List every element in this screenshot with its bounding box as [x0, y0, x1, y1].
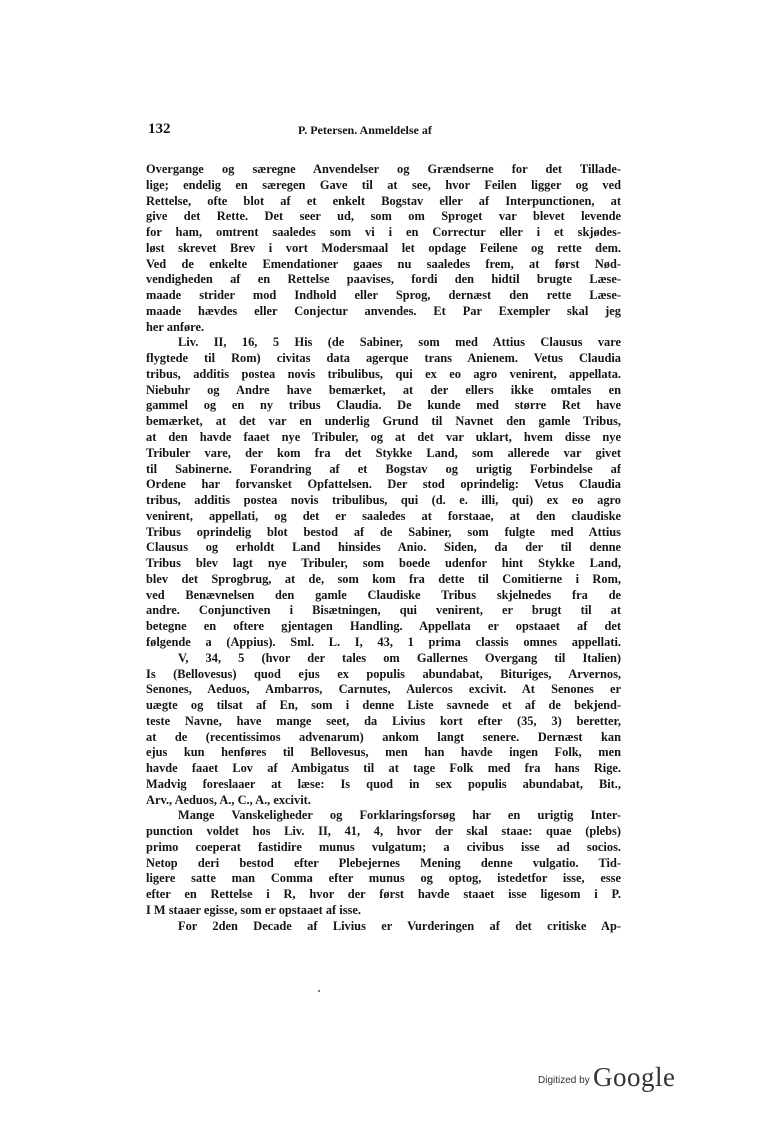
- text-line: For 2den Decade af Livius er Vurderingen af det critiske Ap-: [178, 918, 621, 933]
- text-line: ligere satte man Comma efter munus og optog, istedetfor isse, esse: [146, 871, 621, 886]
- watermark-google-logo: Google: [593, 1062, 676, 1092]
- text-line: I M staaer egisse, som er opstaaet af isse.: [146, 902, 361, 917]
- text-line: tribus, additis postea novis tribulibus, qui (d. e. illi, qui) ex eo agro: [146, 493, 621, 508]
- text-line: blev det Sprogbrug, at de, som kom fra dette til Comitierne i Rom,: [146, 571, 621, 586]
- text-line: Tribuler vare, der kom fra det Stykke Land, som allerede var givet: [146, 445, 621, 460]
- text-line: Is (Bellovesus) quod ejus ex populis abundabat, Bituriges, Arvernos,: [146, 666, 621, 681]
- text-line: Rettelse, ofte blot af et enkelt Bogstav eller af Interpunctionen, at: [146, 193, 621, 208]
- text-line: at de (recentissimos advenarum) ankom langt senere. Dernæst kan: [146, 729, 621, 744]
- text-line: ved Benævnelsen den gamle Claudiske Tribus skjelnedes fra de: [146, 587, 621, 602]
- page-header: [148, 121, 618, 141]
- text-line: Overgange og særegne Anvendelser og Grændserne for det Tillade-: [146, 162, 621, 176]
- text-line: Ordene har forvansket Opfattelsen. Der stod oprindelig: Vetus Claudia: [146, 477, 621, 492]
- text-line: løst skrevet Brev i vort Modersmaal let opdage Feilene og rette dem.: [146, 240, 621, 255]
- text-line: punction voldet hos Liv. II, 41, 4, hvor der skal staae: quae (plebs): [146, 824, 621, 839]
- text-line: Tribus oprindelig blot bestod af de Sabiner, som fulgte med Attius: [146, 524, 621, 539]
- text-line: maade strider mod Indhold eller Sprog, dernæst den rette Læse-: [146, 288, 621, 303]
- text-line: betegne en oftere gjentagen Handling. Appellata er opstaaet af det: [146, 619, 621, 634]
- body-text: [146, 162, 621, 935]
- text-line: maade hævdes eller Conjectur anvendes. Et Par Exempler skal jeg: [146, 303, 621, 318]
- text-line: Madvig foreslaaer at læse: Is quod in sex populis abundabat, Bit.,: [146, 776, 621, 791]
- text-line: ejus kun henføres til Bellovesus, men han havde ingen Folk, men: [146, 745, 621, 760]
- digitized-watermark: [538, 1062, 698, 1096]
- text-line: Arv., Aeduos, A., C., A., excivit.: [146, 792, 311, 807]
- text-line: Niebuhr og Andre have bemærket, at der ellers ikke omtales en: [146, 382, 621, 397]
- text-line: lige; endelig en særegen Gave til at see, hvor Feilen ligger og ved: [146, 177, 621, 192]
- text-line: andre. Conjunctiven i Bisætningen, qui venirent, er brugt til at: [146, 603, 621, 618]
- text-line: Tribus blev lagt nye Tribuler, som boede udenfor hint Stykke Land,: [146, 556, 621, 571]
- text-line: give det Rette. Det seer ud, som om Sproget var blevet levende: [146, 209, 621, 224]
- text-line: tribus, additis postea novis tribulibus, qui ex eo agro venirent, appellata.: [146, 366, 621, 381]
- text-line: gammel og en ny tribus Claudia. De kunde med større Ret have: [146, 398, 621, 413]
- text-line: Mange Vanskeligheder og Forklaringsforsøg har en urigtig Inter-: [178, 808, 621, 823]
- text-line: uægte og tilsat af En, som i denne Liste savnede et af de bekjend-: [146, 698, 621, 713]
- text-line: Netop deri bestod efter Plebejernes Mening denne vulgatio. Tid-: [146, 855, 621, 870]
- running-head: P. Petersen. Anmeldelse af: [298, 123, 432, 137]
- text-line: Senones, Aeduos, Ambarros, Carnutes, Aulercos excivit. At Senones er: [146, 682, 621, 697]
- text-line: vendigheden af en Rettelse paavises, fordi den hidtil brugte Læse-: [146, 272, 621, 287]
- stray-mark: [318, 990, 320, 992]
- text-line: havde faaet Lov af Ambigatus til at tage Folk med fra hans Rige.: [146, 761, 621, 776]
- text-line: flygtede til Rom) civitas data agerque trans Anienem. Vetus Claudia: [146, 351, 621, 366]
- text-line: til Sabinerne. Forandring af et Bogstav og urigtig Forbindelse af: [146, 461, 621, 476]
- text-line: teste Navne, have mange seet, da Livius kort efter (35, 3) beretter,: [146, 713, 621, 728]
- text-line: bemærket, at det var en underlig Grund til Navnet den gamle Tribus,: [146, 414, 621, 429]
- text-line: for ham, omtrent saaledes som vi i en Correctur eller i et skjødes-: [146, 225, 621, 240]
- text-line: at den havde faaet nye Tribuler, og at det var uklart, hvem disse nye: [146, 430, 621, 445]
- text-line: her anføre.: [146, 319, 205, 334]
- text-line: Clausus og erholdt Land hinsides Anio. Siden, da der til denne: [146, 540, 621, 555]
- text-line: Liv. II, 16, 5 His (de Sabiner, som med Attius Clausus vare: [178, 335, 621, 350]
- text-line: Ved de enkelte Emendationer gaaes nu saaledes frem, at først Nød-: [146, 256, 621, 271]
- text-line: venirent, appellati, og det er saaledes at forstaae, at den claudiske: [146, 508, 621, 523]
- text-line: V, 34, 5 (hvor der tales om Gallernes Overgang til Italien): [178, 650, 621, 665]
- text-line: primo coeperat fastidire munus vulgatum; a civibus isse ad socios.: [146, 839, 621, 854]
- text-line: følgende a (Appius). Sml. L. I, 43, 1 prima classis omnes appellati.: [146, 634, 621, 649]
- page-number: 132: [148, 121, 171, 137]
- watermark-small-text: Digitized by: [538, 1075, 590, 1086]
- text-line: efter en Rettelse i R, hvor der først havde staaet isse ligesom i P.: [146, 887, 621, 902]
